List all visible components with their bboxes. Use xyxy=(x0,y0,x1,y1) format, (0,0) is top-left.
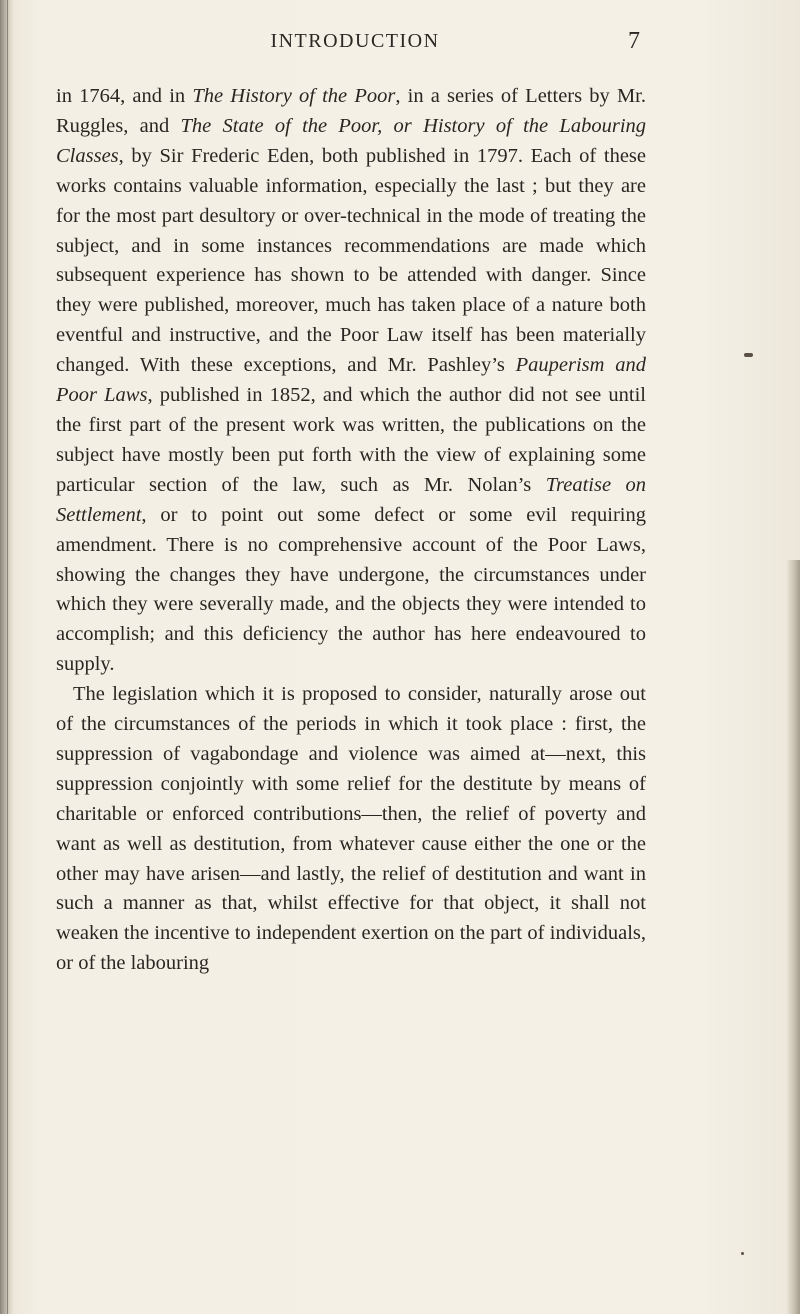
book-title: Treatise on Settlement xyxy=(56,473,646,526)
book-title: The History of the Poor xyxy=(192,85,396,107)
text-run: , published in 1852, and which the author did not see until the first part of the present work was written, the publications on the subject have mostly been put forth with the view of explaining some particular section of the law, such as Mr. Nolan’s xyxy=(56,384,646,496)
page-header xyxy=(70,30,640,60)
book-title: The State of the Poor, or History of the Labouring Classes xyxy=(56,114,647,167)
text-run: in 1764, and in xyxy=(56,85,193,107)
book-title: Pauperism and Poor Laws xyxy=(56,354,646,407)
page-edge-shadow xyxy=(786,560,800,1314)
body-text xyxy=(56,82,646,979)
paragraph xyxy=(56,680,646,979)
paragraph xyxy=(56,82,646,680)
text-run: , or to point out some defect or some evil requiring amendment. There is no comprehensive account of the Poor Laws, showing the changes they have undergone, the circumstances under which they were severally made, and the objects they were intended to accomplish; and this deficiency the author has here endeavoured to supply. xyxy=(56,503,646,676)
page-gutter-line xyxy=(7,0,8,1314)
text-run: , in a series of Letters by Mr. Ruggles, and xyxy=(56,85,647,137)
text-run: , by Sir Frederic Eden, both published in 1797. Each of these works contains valuable information, especially the last ; but they are for the most part desultory or over-technical in the mode of treating the subject, and in some instances recommendations are made which subsequent experience has shown to be attended with danger. Since they were published, moreover, much has taken place of a nature both eventful and instructive, and the Poor Law itself has been materially changed. With these exceptions, and Mr. Pashley’s xyxy=(56,144,646,377)
running-head: INTRODUCTION xyxy=(270,30,440,52)
text-run: The legislation which it is proposed to consider, naturally arose out of the circumstances of the periods in which it took place : first, the suppression of vagabondage and violence was aimed at—next, this suppression conjointly with some relief for the destitute by means of charitable or enforced contributions—then, the relief of poverty and want as well as destitution, from whatever cause either the one or the other may have arisen—and lastly, the relief of destitution and want in such a manner as that, whilst effective for that object, it shall not weaken the incentive to independent exertion on the part of individuals, or of the labouring xyxy=(56,683,646,975)
ink-speck xyxy=(741,1252,744,1255)
ink-speck xyxy=(744,353,753,357)
page-number: 7 xyxy=(628,28,640,54)
